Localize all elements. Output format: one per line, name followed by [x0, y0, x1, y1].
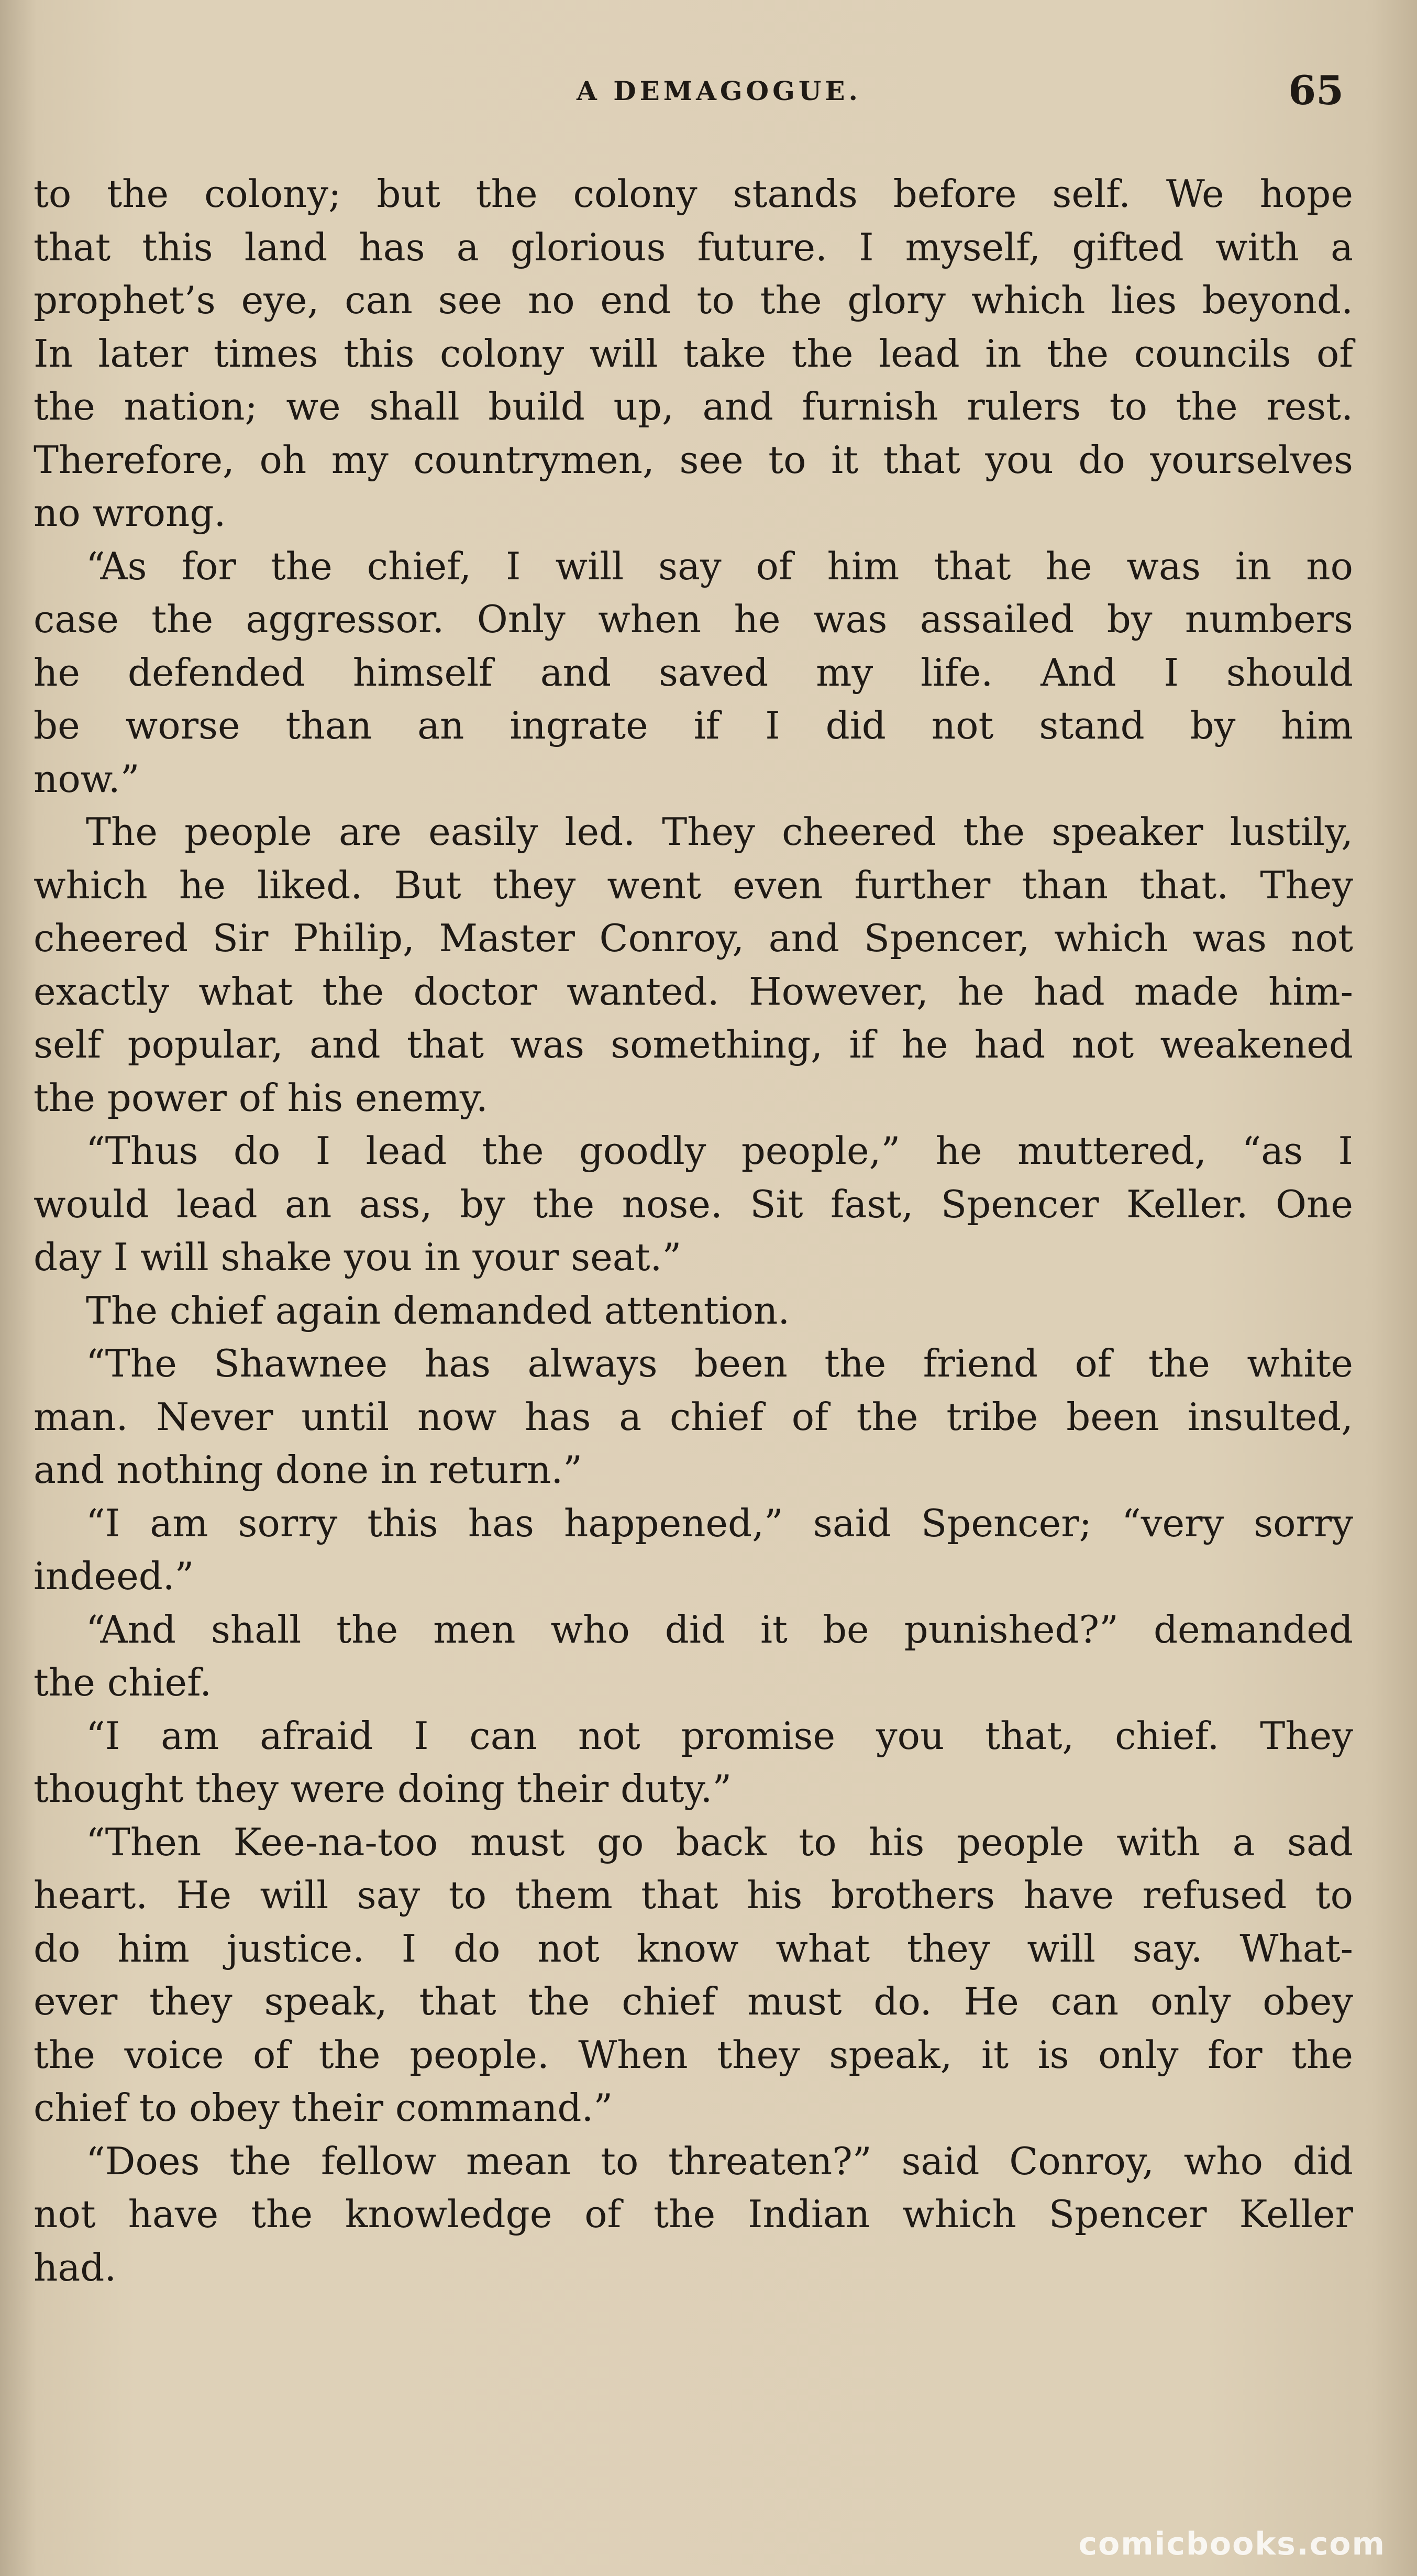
text-line: indeed.”: [34, 1554, 194, 1598]
text-line: would lead an ass, by the nose. Sit fast, Spencer Keller. One: [34, 1182, 1353, 1226]
text-line: he defended himself and saved my life. And I should: [34, 650, 1353, 695]
running-head: A DEMAGOGUE.: [577, 75, 861, 106]
text-line: the power of his enemy.: [34, 1075, 488, 1120]
text-line: no wrong.: [34, 491, 226, 535]
text-line: be worse than an ingrate if I did not stand by him: [34, 703, 1353, 747]
text-line: do him justice. I do not know what they will say. What-: [34, 1926, 1353, 1970]
text-line: The chief again demanded attention.: [86, 1288, 790, 1333]
text-line: man. Never until now has a chief of the tribe been insulted,: [34, 1394, 1353, 1439]
text-line: “I am sorry this has happened,” said Spencer; “very sorry: [86, 1501, 1353, 1545]
text-line: exactly what the doctor wanted. However, he had made him-: [34, 969, 1353, 1014]
text-line: the nation; we shall build up, and furnish rulers to the rest.: [34, 384, 1353, 428]
text-line: the chief.: [34, 1660, 212, 1704]
text-line: the voice of the people. When they speak, it is only for the: [34, 2032, 1353, 2077]
text-line: self popular, and that was something, if he had not weakened: [34, 1022, 1353, 1066]
text-line: “The Shawnee has always been the friend of the white: [86, 1341, 1353, 1385]
page-number: 65: [1288, 67, 1344, 114]
text-line: and nothing done in return.”: [34, 1448, 583, 1492]
text-line: “Then Kee-na-too must go back to his people with a sad: [86, 1820, 1353, 1864]
text-line: thought they were doing their duty.”: [34, 1767, 732, 1811]
text-line: case the aggressor. Only when he was assailed by numbers: [34, 597, 1353, 641]
text-line: In later times this colony will take the lead in the councils of: [34, 331, 1353, 376]
text-line: heart. He will say to them that his brothers have refused to: [34, 1873, 1353, 1917]
watermark: comicbooks.com: [1078, 2526, 1386, 2562]
text-line: ever they speak, that the chief must do. He can only obey: [34, 1979, 1353, 2023]
text-line: to the colony; but the colony stands before self. We hope: [34, 172, 1353, 216]
body-text: [34, 168, 1353, 2294]
text-line: “As for the chief, I will say of him that he was in no: [86, 544, 1353, 588]
text-line: Therefore, oh my countrymen, see to it that you do yourselves: [34, 437, 1353, 482]
text-line: now.”: [34, 756, 140, 801]
text-line: had.: [34, 2245, 117, 2289]
text-line: “And shall the men who did it be punished?” demanded: [86, 1607, 1353, 1652]
text-line: “Thus do I lead the goodly people,” he muttered, “as I: [86, 1129, 1353, 1173]
text-line: cheered Sir Philip, Master Conroy, and Spencer, which was not: [34, 916, 1353, 960]
text-line: not have the knowledge of the Indian which Spencer Keller: [34, 2192, 1353, 2236]
text-line: chief to obey their command.”: [34, 2086, 613, 2130]
text-line: “Does the fellow mean to threaten?” said Conroy, who did: [86, 2139, 1353, 2183]
text-line: that this land has a glorious future. I myself, gifted with a: [34, 225, 1353, 269]
text-line: “I am afraid I can not promise you that, chief. They: [86, 1713, 1353, 1758]
text-line: day I will shake you in your seat.”: [34, 1235, 682, 1279]
text-line: The people are easily led. They cheered the speaker lustily,: [86, 810, 1353, 854]
text-line: which he liked. But they went even further than that. They: [34, 863, 1353, 907]
page-header: [0, 67, 1417, 114]
text-line: prophet’s eye, can see no end to the glory which lies beyond.: [34, 278, 1353, 322]
